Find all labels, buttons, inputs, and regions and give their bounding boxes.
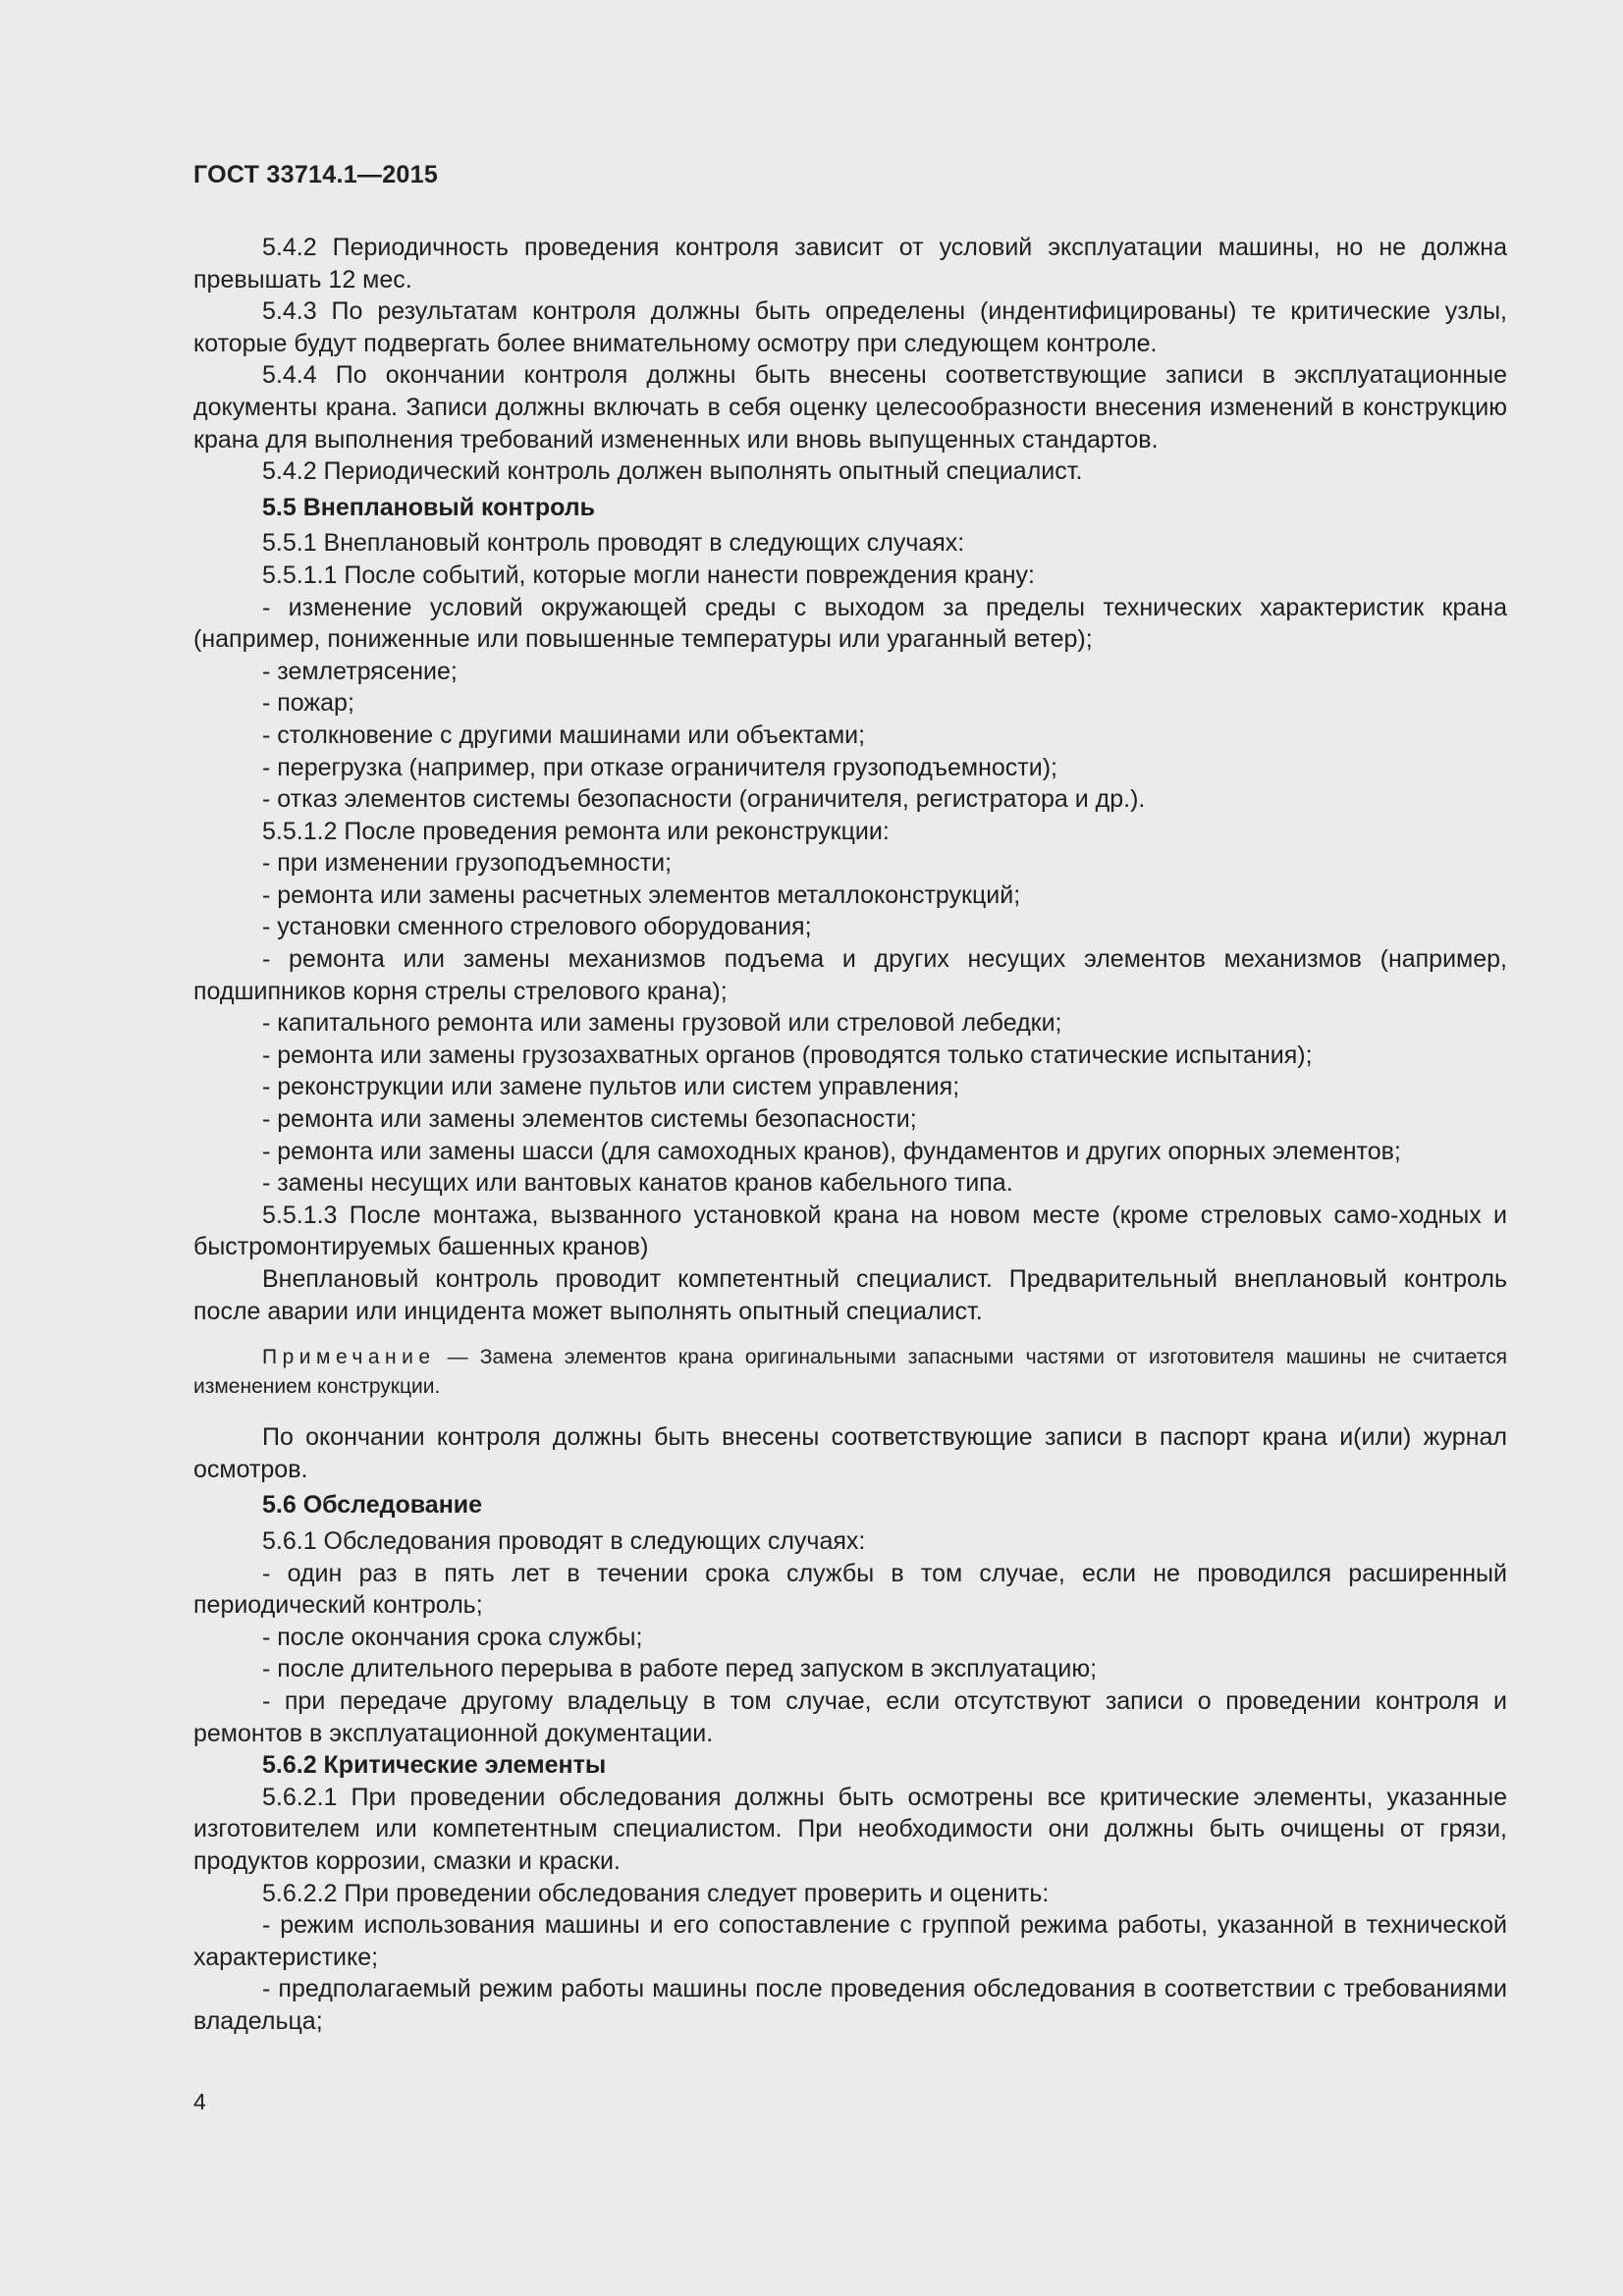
section-heading-5-5: 5.5 Внеплановый контроль [262,493,596,521]
paragraph-5-4-4: 5.4.4 По окончании контроля должны быть внесены соответствующие записи в эксплуатационные документы крана. Записи должны включать в себя оценку целесообразности внесения изменений в конструкцию крана для выполнения требований измененных или вновь выпущенных стандартов. [193,361,1507,454]
paragraph-5-5-1-1: 5.5.1.1 После событий, которые могли нанести повреждения крану: [262,561,1035,589]
paragraph-5-5-1-3: 5.5.1.3 После монтажа, вызванного установкой крана на новом месте (кроме стреловых само-ходных и быстромонтируемых башенных кранов) [193,1201,1507,1261]
paragraph-5-6-2-2: 5.6.2.2 При проведении обследования следует проверить и оценить: [262,1879,1050,1907]
list-item: - пожар; [262,689,354,718]
note [193,1343,1507,1402]
document-header: ГОСТ 33714.1—2015 [193,161,439,188]
list-item: - ремонта или замены шасси (для самоходных кранов), фундаментов и других опорных элементов; [262,1137,1401,1165]
paragraph-5-6-2-1: 5.6.2.1 При проведении обследования должны быть осмотрены все критические элементы, указанные изготовителем или компетентным специалистом. При необходимости они должны быть очищены от грязи, продуктов коррозии, смазки и краски. [193,1783,1507,1875]
note-text: — Замена элементов крана оригинальными запасными частями от изготовителя машины не считается изменением конструкции. [193,1346,1507,1399]
list-item: - ремонта или замены механизмов подъема и других несущих элементов механизмов (например, подшипников корня стрелы стрелового крана); [193,945,1507,1005]
paragraph-5-4-2: 5.4.2 Периодичность проведения контроля зависит от условий эксплуатации машины, но не должна превышать 12 мес. [193,234,1507,294]
list-item: - при передаче другому владельцу в том случае, если отсутствуют записи о проведении контроля и ремонтов в эксплуатационной документации. [193,1686,1507,1747]
list-item: - ремонта или замены элементов системы безопасности; [262,1105,917,1134]
list-item: - после длительного перерыва в работе перед запуском в эксплуатацию; [262,1655,1098,1683]
note-label: Примечание [262,1346,436,1369]
list-item: - перегрузка (например, при отказе ограничителя грузоподъемности); [262,753,1057,781]
list-item: - землетрясение; [262,657,458,685]
list-item: - ремонта или замены грузозахватных органов (проводятся только статические испытания); [262,1041,1313,1069]
paragraph-5-6-1: 5.6.1 Обследования проводят в следующих случаях: [262,1526,866,1555]
document-body [193,232,1507,2037]
section-heading-5-6: 5.6 Обследование [262,1491,483,1520]
list-item: - замены несущих или вантовых канатов кранов кабельного типа. [262,1169,1013,1198]
list-item: - режим использования машины и его сопоставление с группой режима работы, указанной в технической характеристике; [193,1911,1507,1971]
list-item: - столкновение с другими машинами или объектами; [262,721,866,749]
paragraph-5-4-3: 5.4.3 По результатам контроля должны быть определены (индентифицированы) те критические узлы, которые будут подвергать более внимательному осмотру при следующем контроле. [193,297,1507,357]
paragraph-5-5-1-2: 5.5.1.2 После проведения ремонта или реконструкции: [262,817,890,845]
paragraph-5-5-1: 5.5.1 Внеплановый контроль проводят в следующих случаях: [262,529,965,558]
list-item: - капитального ремонта или замены грузовой или стреловой лебедки; [262,1009,1062,1038]
list-item: - предполагаемый режим работы машины после проведения обследования в соответствии с требованиями владельца; [193,1975,1507,2035]
page-number: 4 [193,2089,206,2114]
section-heading-5-6-2: 5.6.2 Критические элементы [262,1751,607,1780]
list-item: - реконструкции или замене пультов или систем управления; [262,1073,960,1101]
list-item: - ремонта или замены расчетных элементов металлоконструкций; [262,881,1021,909]
list-item: - установки сменного стрелового оборудования; [262,913,812,941]
list-item: - изменение условий окружающей среды с выходом за пределы технических характеристик крана (например, пониженные или повышенные температуры или ураганный ветер); [193,593,1507,654]
list-item: - при изменении грузоподъемности; [262,849,673,878]
list-item: - после окончания срока службы; [262,1623,643,1651]
paragraph-5-4-2-repeat: 5.4.2 Периодический контроль должен выполнять опытный специалист. [262,457,1083,486]
paragraph-unplanned-control: Внеплановый контроль проводит компетентный специалист. Предварительный внеплановый контроль после аварии или инцидента может выполнять опытный специалист. [193,1265,1507,1325]
list-item: - отказ элементов системы безопасности (ограничителя, регистратора и др.). [262,785,1146,814]
paragraph-end-control: По окончании контроля должны быть внесены соответствующие записи в паспорт крана и(или) журнал осмотров. [193,1423,1507,1483]
list-item: - один раз в пять лет в течении срока службы в том случае, если не проводился расширенный периодический контроль; [193,1559,1507,1620]
